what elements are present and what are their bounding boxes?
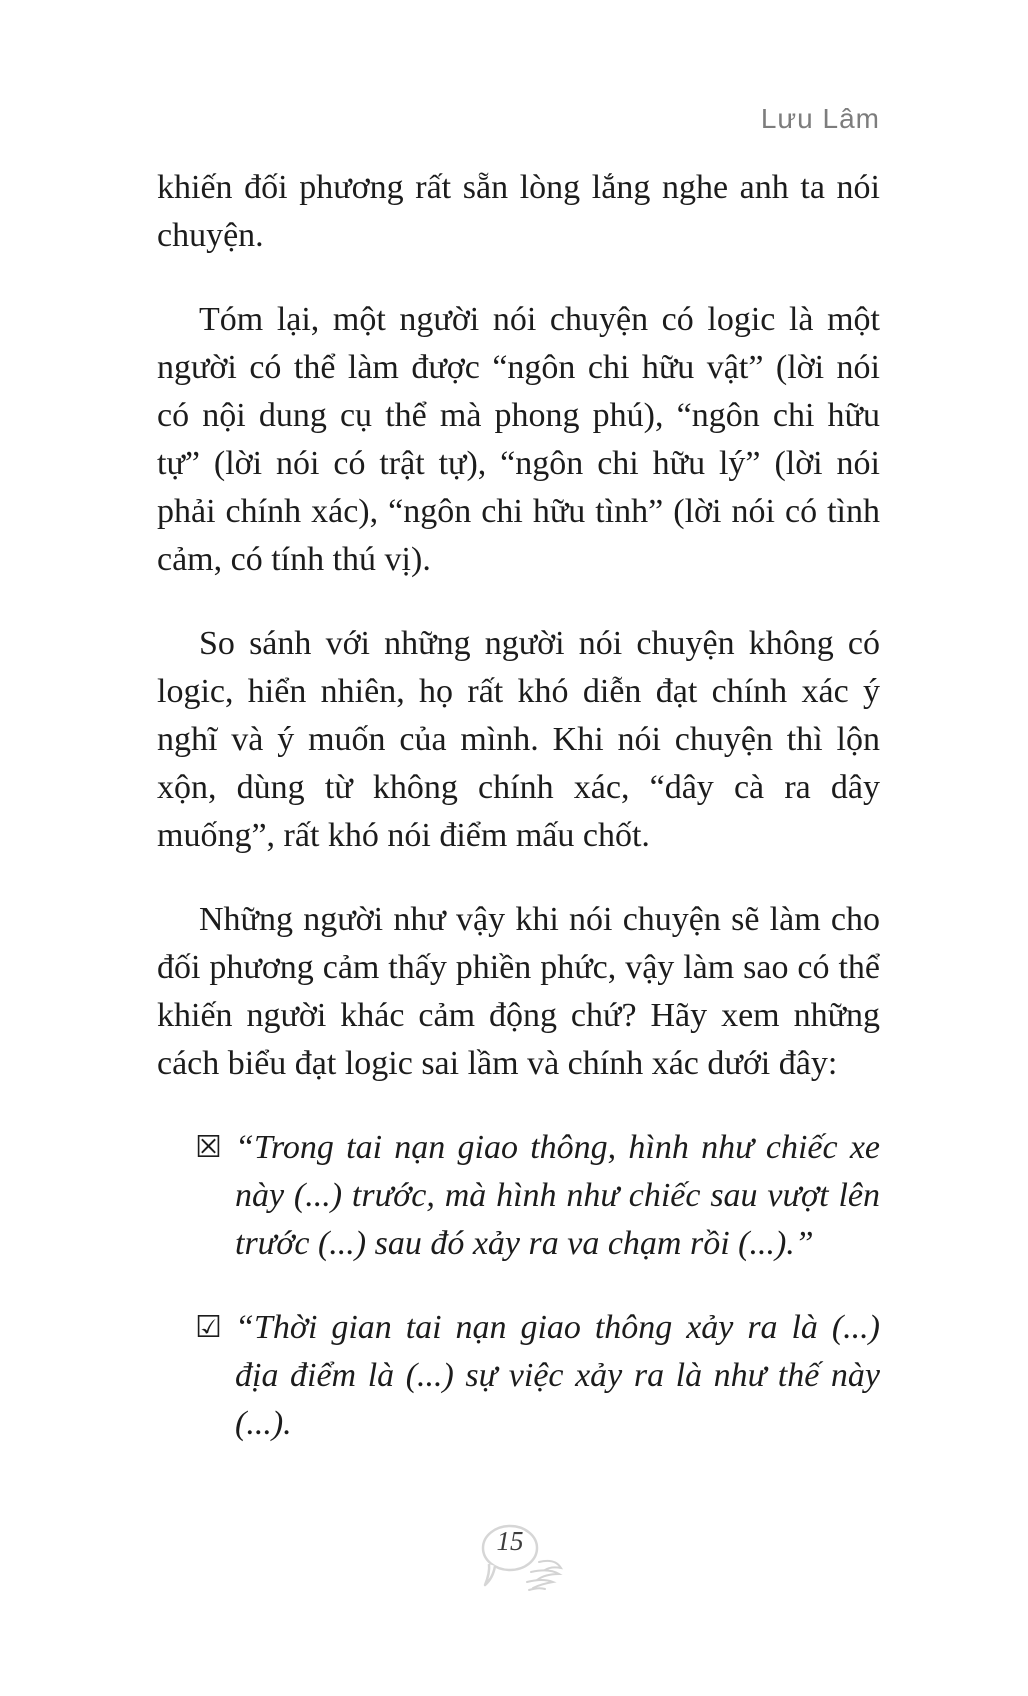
checked-checkbox-icon: ☑: [195, 1310, 222, 1345]
paragraph: Tóm lại, một người nói chuyện có logic là một người có thể làm được “ngôn chi hữu vật” (lời nói có nội dung cụ thể mà phong phú), “ngôn chi hữu tự” (lời nói có trật tự), “ngôn chi hữu lý” (lời nói phải chính xác), “ngôn chi hữu tình” (lời nói có tình cảm, có tính thú vị).: [157, 301, 880, 578]
example-list: [157, 1124, 880, 1448]
example-text: “Thời gian tai nạn giao thông xảy ra là (...) địa điểm là (...) sự việc xảy ra là như thế này (...).: [235, 1309, 880, 1442]
page-footer: [0, 1518, 1028, 1608]
paragraph: So sánh với những người nói chuyện không có logic, hiển nhiên, họ rất khó diễn đạt chính xác ý nghĩ và ý muốn của mình. Khi nói chuyện thì lộn xộn, dùng từ không chính xác, “dây cà ra dây muống”, rất khó nói điểm mấu chốt.: [157, 625, 880, 854]
list-item: [157, 1124, 880, 1268]
list-item: [157, 1304, 880, 1448]
running-header: [157, 103, 880, 135]
paragraph: khiến đối phương rất sẵn lòng lắng nghe anh ta nói chuyện.: [157, 169, 880, 254]
paragraph: Những người như vậy khi nói chuyện sẽ làm cho đối phương cảm thấy phiền phức, vậy làm sao có thể khiến người khác cảm động chứ? Hãy xem những cách biểu đạt logic sai lầm và chính xác dưới đây:: [157, 901, 880, 1082]
page-number: 15: [496, 1526, 524, 1556]
example-text: “Trong tai nạn giao thông, hình như chiếc xe này (...) trước, mà hình như chiếc sau vượt lên trước (...) sau đó xảy ra va chạm rồi (...).”: [235, 1129, 880, 1262]
crossed-checkbox-icon: ☒: [195, 1130, 222, 1165]
page-content: [157, 164, 880, 1484]
author-name: Lưu Lâm: [760, 103, 880, 134]
page-number-bubble: [467, 1518, 587, 1608]
